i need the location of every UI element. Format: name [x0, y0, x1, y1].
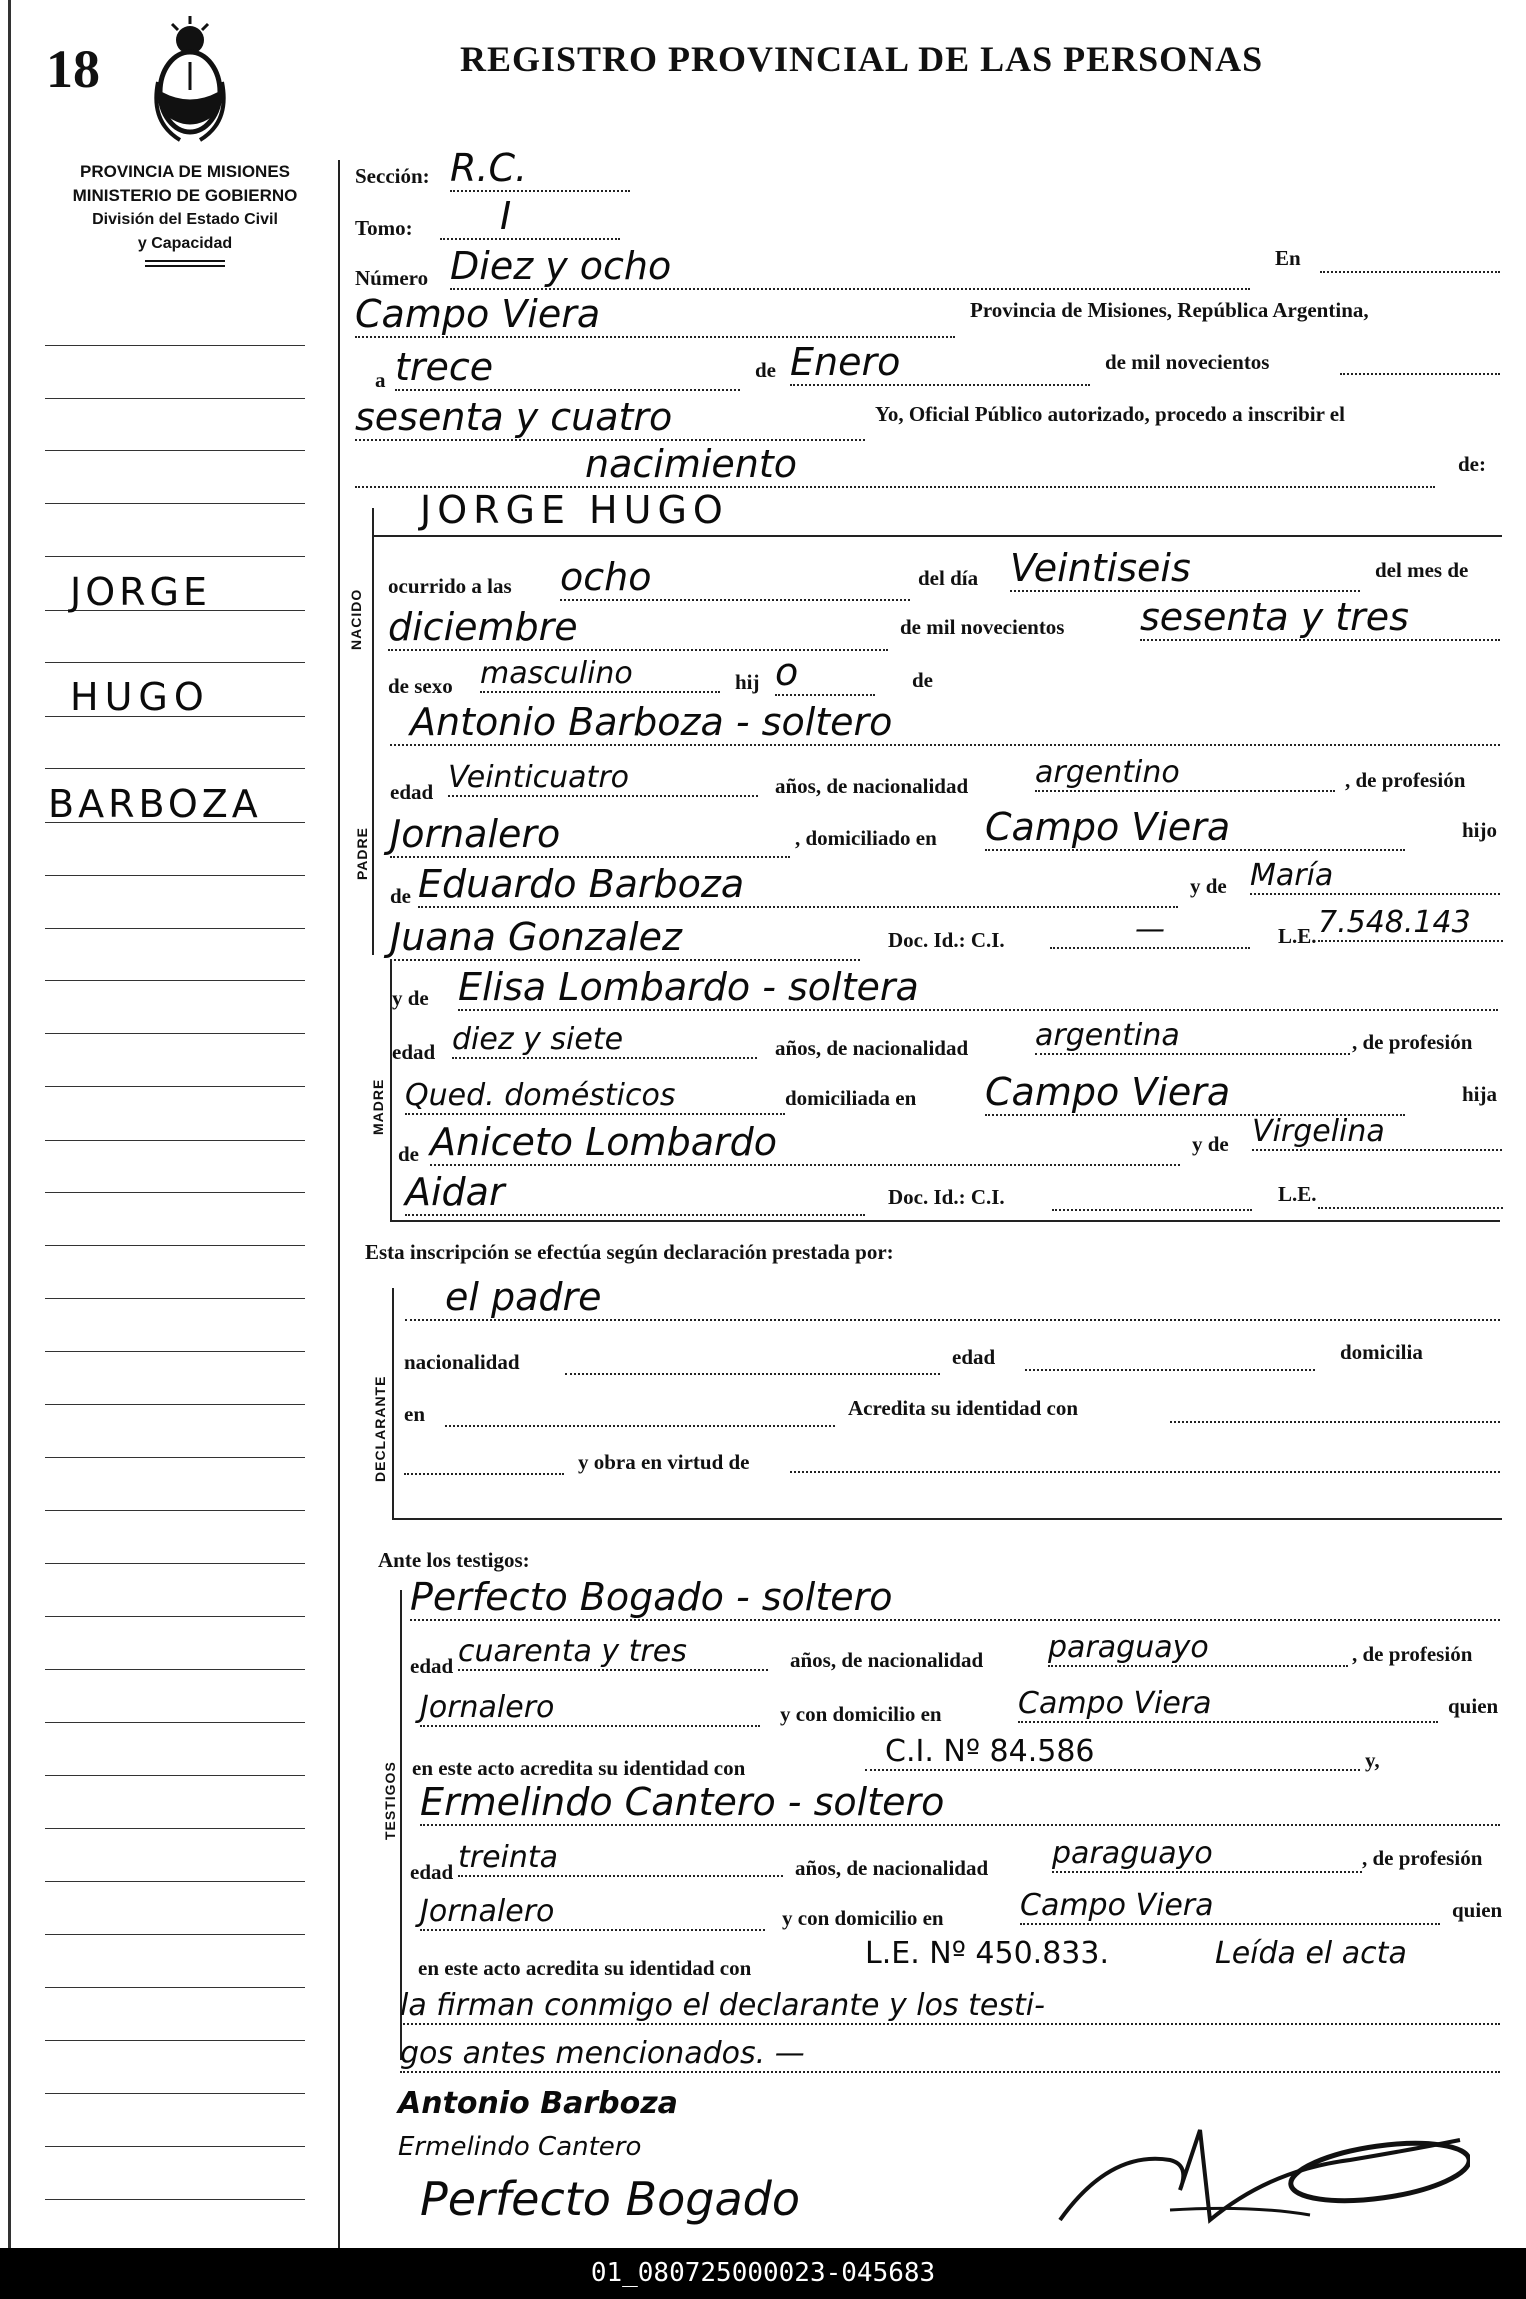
- division-label-2: y Capacidad: [137, 235, 233, 252]
- madre-value: Elisa Lombardo - soltera: [458, 965, 1498, 1011]
- t2-doc-value: L.E. Nº 450.833.: [865, 1936, 1109, 1971]
- page-number: 18: [46, 39, 100, 99]
- dec-obra-label: y obra en virtud de: [578, 1450, 750, 1474]
- del-dia-label: del día: [918, 566, 979, 590]
- madre-nac-value: argentina: [1035, 1018, 1350, 1055]
- hijo-label: hijo: [1462, 818, 1498, 842]
- ocurrido-label: ocurrido a las: [388, 574, 512, 598]
- en-label: En: [1275, 246, 1301, 270]
- hij-value: o: [775, 650, 875, 696]
- t1-prof-value: Jornalero: [420, 1690, 760, 1727]
- sexo-label: de sexo: [388, 674, 453, 698]
- t1-edad-value: cuarenta y tres: [458, 1634, 768, 1671]
- t2-dom-value: Campo Viera: [1020, 1888, 1440, 1925]
- acto-value: nacimiento: [355, 442, 1435, 488]
- de-2-label: de: [912, 668, 933, 692]
- hij-label: hij: [735, 670, 760, 694]
- abuelo-m-value: Aniceto Lombardo: [430, 1120, 1180, 1166]
- seccion-value: R.C.: [450, 146, 630, 192]
- numero-label: Número: [355, 266, 429, 290]
- anio-nac-value: sesenta y tres: [1140, 595, 1500, 641]
- dec-nacionalidad-label: nacionalidad: [404, 1350, 520, 1374]
- testigos-label: Ante los testigos:: [378, 1548, 530, 1572]
- margin-name-2: HUGO: [70, 675, 210, 719]
- t2-prof-value: Jornalero: [420, 1894, 765, 1931]
- padre-le-value: 7.548.143: [1318, 905, 1503, 942]
- inscripcion-label: Esta inscripción se efectúa según declaración prestada por:: [365, 1240, 894, 1264]
- y-de-label: y de: [1190, 874, 1227, 898]
- t1-acredita-label: en este acto acredita su identidad con: [412, 1756, 746, 1780]
- domiciliada-label: domiciliada en: [785, 1086, 917, 1110]
- t1-dom-value: Campo Viera: [1018, 1686, 1438, 1723]
- y-coma-label: y,: [1365, 1748, 1380, 1772]
- del-mes-label: del mes de: [1375, 558, 1469, 582]
- page-title: REGISTRO PROVINCIAL DE LAS PERSONAS: [460, 39, 1264, 79]
- cierre-1-value: Leída el acta: [1215, 1936, 1407, 1971]
- de-colon-label: de:: [1458, 452, 1486, 476]
- madre-prof-label: , de profesión: [1352, 1030, 1473, 1054]
- padre-dom-value: Campo Viera: [985, 805, 1405, 851]
- lugar-value: Campo Viera: [355, 292, 955, 338]
- signature-3: Perfecto Bogado: [420, 2172, 800, 2226]
- dia-value: trece: [395, 345, 740, 391]
- madre-dom-value: Campo Viera: [985, 1070, 1405, 1116]
- dec-edad-label: edad: [952, 1345, 996, 1369]
- t1-nac-label: años, de nacionalidad: [790, 1648, 984, 1672]
- coat-of-arms-icon: [150, 12, 230, 152]
- ministry-label: MINISTERIO DE GOBIERNO: [72, 186, 298, 205]
- padre-le-label: L.E.: [1278, 924, 1317, 948]
- nombre-value: JORGE HUGO: [420, 488, 729, 532]
- issuer-block: [40, 160, 330, 267]
- dia-nac-value: Veintiseis: [1010, 546, 1360, 592]
- division-label: División del Estado Civil: [92, 211, 278, 228]
- t2-dom-label: y con domicilio en: [782, 1906, 944, 1930]
- padre-value: Antonio Barboza - soltero: [390, 700, 1500, 746]
- t2-edad-value: treinta: [458, 1840, 783, 1877]
- de-3-label: de: [390, 884, 411, 908]
- mes-nac-value: diciembre: [388, 605, 888, 651]
- dec-domicilia-label: domicilia: [1340, 1340, 1423, 1364]
- dec-acredita-label: Acredita su identidad con: [848, 1396, 1079, 1420]
- padre-nac-value: argentino: [1035, 755, 1335, 792]
- madre-le-label: L.E.: [1278, 1182, 1317, 1206]
- numero-value: Diez y ocho: [450, 244, 1250, 290]
- padre-prof-label: , de profesión: [1345, 768, 1466, 792]
- dec-en-label: en: [404, 1402, 425, 1426]
- a-label: a: [375, 368, 386, 392]
- abuela-1-value: María: [1250, 858, 1500, 895]
- t2-nac-label: años, de nacionalidad: [795, 1856, 989, 1880]
- footer-id: 01_080725000023-045683: [0, 2248, 1526, 2299]
- declarante-value: el padre: [405, 1275, 1500, 1321]
- madre-edad-value: diez y siete: [452, 1022, 757, 1059]
- section-declarante: DECLARANTE: [372, 1375, 388, 1482]
- hora-value: ocho: [560, 555, 910, 601]
- padre-ci-value: —: [1050, 912, 1250, 949]
- t2-prof-label: , de profesión: [1362, 1846, 1483, 1870]
- official-signature-icon: [1050, 2110, 1470, 2240]
- de-4-label: de: [398, 1142, 419, 1166]
- de-label: de: [755, 358, 776, 382]
- padre-edad-label: edad: [390, 780, 434, 804]
- testigo1-value: Perfecto Bogado - soltero: [410, 1575, 1500, 1621]
- abuela-2-value: Juana Gonzalez: [390, 915, 860, 961]
- padre-nac-label: años, de nacionalidad: [775, 774, 969, 798]
- t2-quien-label: quien: [1452, 1898, 1503, 1922]
- testigo2-value: Ermelindo Cantero - soltero: [420, 1780, 1500, 1826]
- section-testigos: TESTIGOS: [382, 1761, 398, 1840]
- seccion-label: Sección:: [355, 164, 430, 188]
- t1-dom-label: y con domicilio en: [780, 1702, 942, 1726]
- hija-label: hija: [1462, 1082, 1498, 1106]
- mil-novecientos-2-label: de mil novecientos: [900, 615, 1065, 639]
- t2-acredita-label: en este acto acredita su identidad con: [418, 1956, 752, 1980]
- tomo-label: Tomo:: [355, 216, 413, 240]
- anio-value: sesenta y cuatro: [355, 395, 865, 441]
- signature-2: Ermelindo Cantero: [398, 2132, 642, 2162]
- madre-edad-label: edad: [392, 1040, 436, 1064]
- signature-1: Antonio Barboza: [398, 2086, 678, 2121]
- province-label: PROVINCIA DE MISIONES: [79, 162, 290, 181]
- section-padre: PADRE: [354, 827, 370, 880]
- section-nacido: NACIDO: [348, 588, 364, 650]
- t2-edad-label: edad: [410, 1860, 454, 1884]
- t2-nac-value: paraguayo: [1052, 1836, 1362, 1873]
- abuela-m-1-value: Virgelina: [1252, 1114, 1502, 1151]
- mil-novecientos-label: de mil novecientos: [1105, 350, 1270, 374]
- cierre-3-value: gos antes mencionados. —: [400, 2036, 1500, 2073]
- t1-nac-value: paraguayo: [1048, 1630, 1348, 1667]
- madre-nac-label: años, de nacionalidad: [775, 1036, 969, 1060]
- t1-doc-value: C.I. Nº 84.586: [865, 1734, 1360, 1771]
- margin-name-1: JORGE: [70, 570, 211, 614]
- t1-prof-label: , de profesión: [1352, 1642, 1473, 1666]
- section-madre: MADRE: [370, 1078, 386, 1135]
- t1-quien-label: quien: [1448, 1694, 1499, 1718]
- abuelo-value: Eduardo Barboza: [418, 862, 1178, 908]
- padre-prof-value: Jornalero: [390, 812, 790, 858]
- tomo-value: I: [440, 194, 620, 240]
- provincia-label: Provincia de Misiones, República Argentina,: [970, 298, 1369, 322]
- margin-name-3: BARBOZA: [48, 782, 262, 826]
- sexo-value: masculino: [480, 656, 720, 693]
- madre-prof-value: Qued. domésticos: [405, 1078, 785, 1115]
- y-de-madre-label: y de: [392, 986, 429, 1010]
- domiciliado-label: , domiciliado en: [795, 826, 937, 850]
- abuela-m-2-value: Aidar: [405, 1170, 865, 1216]
- padre-ci-label: Doc. Id.: C.I.: [888, 928, 1005, 952]
- t1-edad-label: edad: [410, 1654, 454, 1678]
- y-de-2-label: y de: [1192, 1132, 1229, 1156]
- cierre-2-value: la firman conmigo el declarante y los testi-: [400, 1988, 1500, 2025]
- madre-ci-label: Doc. Id.: C.I.: [888, 1185, 1005, 1209]
- oficial-label: Yo, Oficial Público autorizado, procedo a inscribir el: [875, 402, 1345, 426]
- mes-value: Enero: [790, 340, 1090, 386]
- padre-edad-value: Veinticuatro: [448, 760, 758, 797]
